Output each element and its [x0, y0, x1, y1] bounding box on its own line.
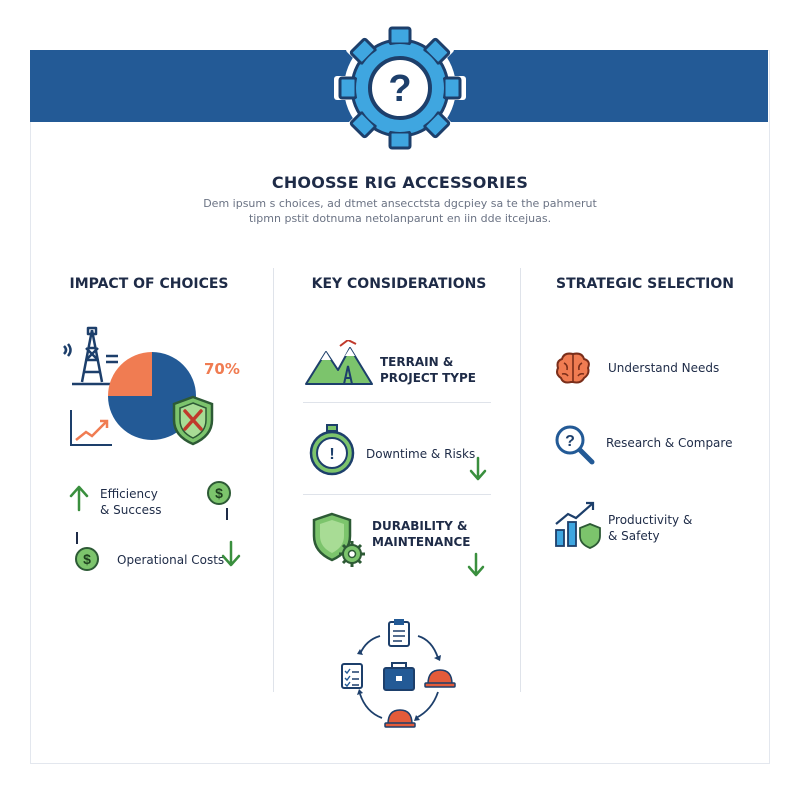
arrow-down-icon [468, 456, 488, 482]
pie-percent-label: 70% [204, 360, 240, 378]
subtitle-line-1: Dem ipsum s choices, ad dtmet ansecctsta dgcpiey sa te the pahmerut [203, 197, 597, 210]
hard-hat-icon [385, 710, 415, 727]
svg-text:$: $ [215, 485, 223, 501]
productivity-label-line-2: & Safety [608, 529, 660, 543]
efficiency-label-line-1: Efficiency [100, 487, 158, 501]
column-title-considerations: KEY CONSIDERATIONS [311, 276, 487, 292]
efficiency-label [100, 486, 161, 518]
terrain-label-line-2: PROJECT TYPE [380, 371, 476, 385]
durability-label-line-2: MAINTENANCE [372, 535, 471, 549]
productivity-safety-label [608, 512, 692, 544]
understand-needs-label: Understand Needs [608, 361, 720, 375]
checklist-icon [342, 664, 362, 688]
research-compare-label: Research & Compare [606, 436, 733, 450]
durability-label-line-1: DURABILITY & [372, 519, 468, 533]
stopwatch-icon [306, 424, 358, 476]
page-title: CHOOSSE RIG ACCESSORIES [271, 173, 529, 192]
magnifier-question-icon [554, 424, 596, 466]
svg-text:?: ? [565, 433, 575, 450]
column-divider [273, 268, 274, 692]
dollar-coin-icon [74, 546, 100, 572]
arrow-down-icon [220, 540, 242, 568]
connector-line [76, 532, 78, 544]
svg-text:!: ! [329, 446, 335, 463]
efficiency-label-line-2: & Success [100, 503, 162, 517]
hard-hat-icon [425, 670, 455, 687]
brain-icon [554, 350, 592, 386]
durability-label [372, 518, 471, 550]
dollar-coin-icon [206, 480, 232, 506]
terrain-label-line-1: TERRAIN & [380, 355, 454, 369]
selection-cycle-diagram [330, 618, 468, 738]
downtime-label: Downtime & Risks [366, 447, 476, 461]
gear-question-icon [334, 22, 466, 154]
toolbox-icon [384, 663, 414, 690]
column-title-impact: IMPACT OF CHOICES [69, 276, 229, 292]
arrow-up-icon [68, 484, 90, 512]
clipboard-icon [389, 619, 409, 646]
shield-tools-icon [170, 394, 216, 446]
svg-text:$: $ [83, 551, 91, 567]
row-divider [303, 402, 491, 403]
chart-shield-icon [552, 500, 604, 550]
column-title-strategic: STRATEGIC SELECTION [556, 276, 734, 292]
row-divider [303, 494, 491, 495]
pie-slice-minor [108, 352, 152, 396]
mountains-icon [304, 340, 374, 386]
trend-up-icon [68, 408, 114, 448]
arrow-down-icon [466, 552, 486, 578]
page-subtitle [200, 196, 600, 226]
subtitle-line-2: tipmn pstit dotnuma netolanparunt en iin dde itcejuas. [248, 212, 552, 225]
terrain-label [380, 354, 476, 386]
productivity-label-line-1: Productivity & [608, 513, 693, 527]
shield-gear-icon [310, 512, 370, 570]
column-divider [520, 268, 521, 692]
svg-text:?: ? [388, 68, 412, 110]
operational-costs-label: Operational Costs [117, 553, 225, 567]
connector-line [226, 508, 228, 520]
